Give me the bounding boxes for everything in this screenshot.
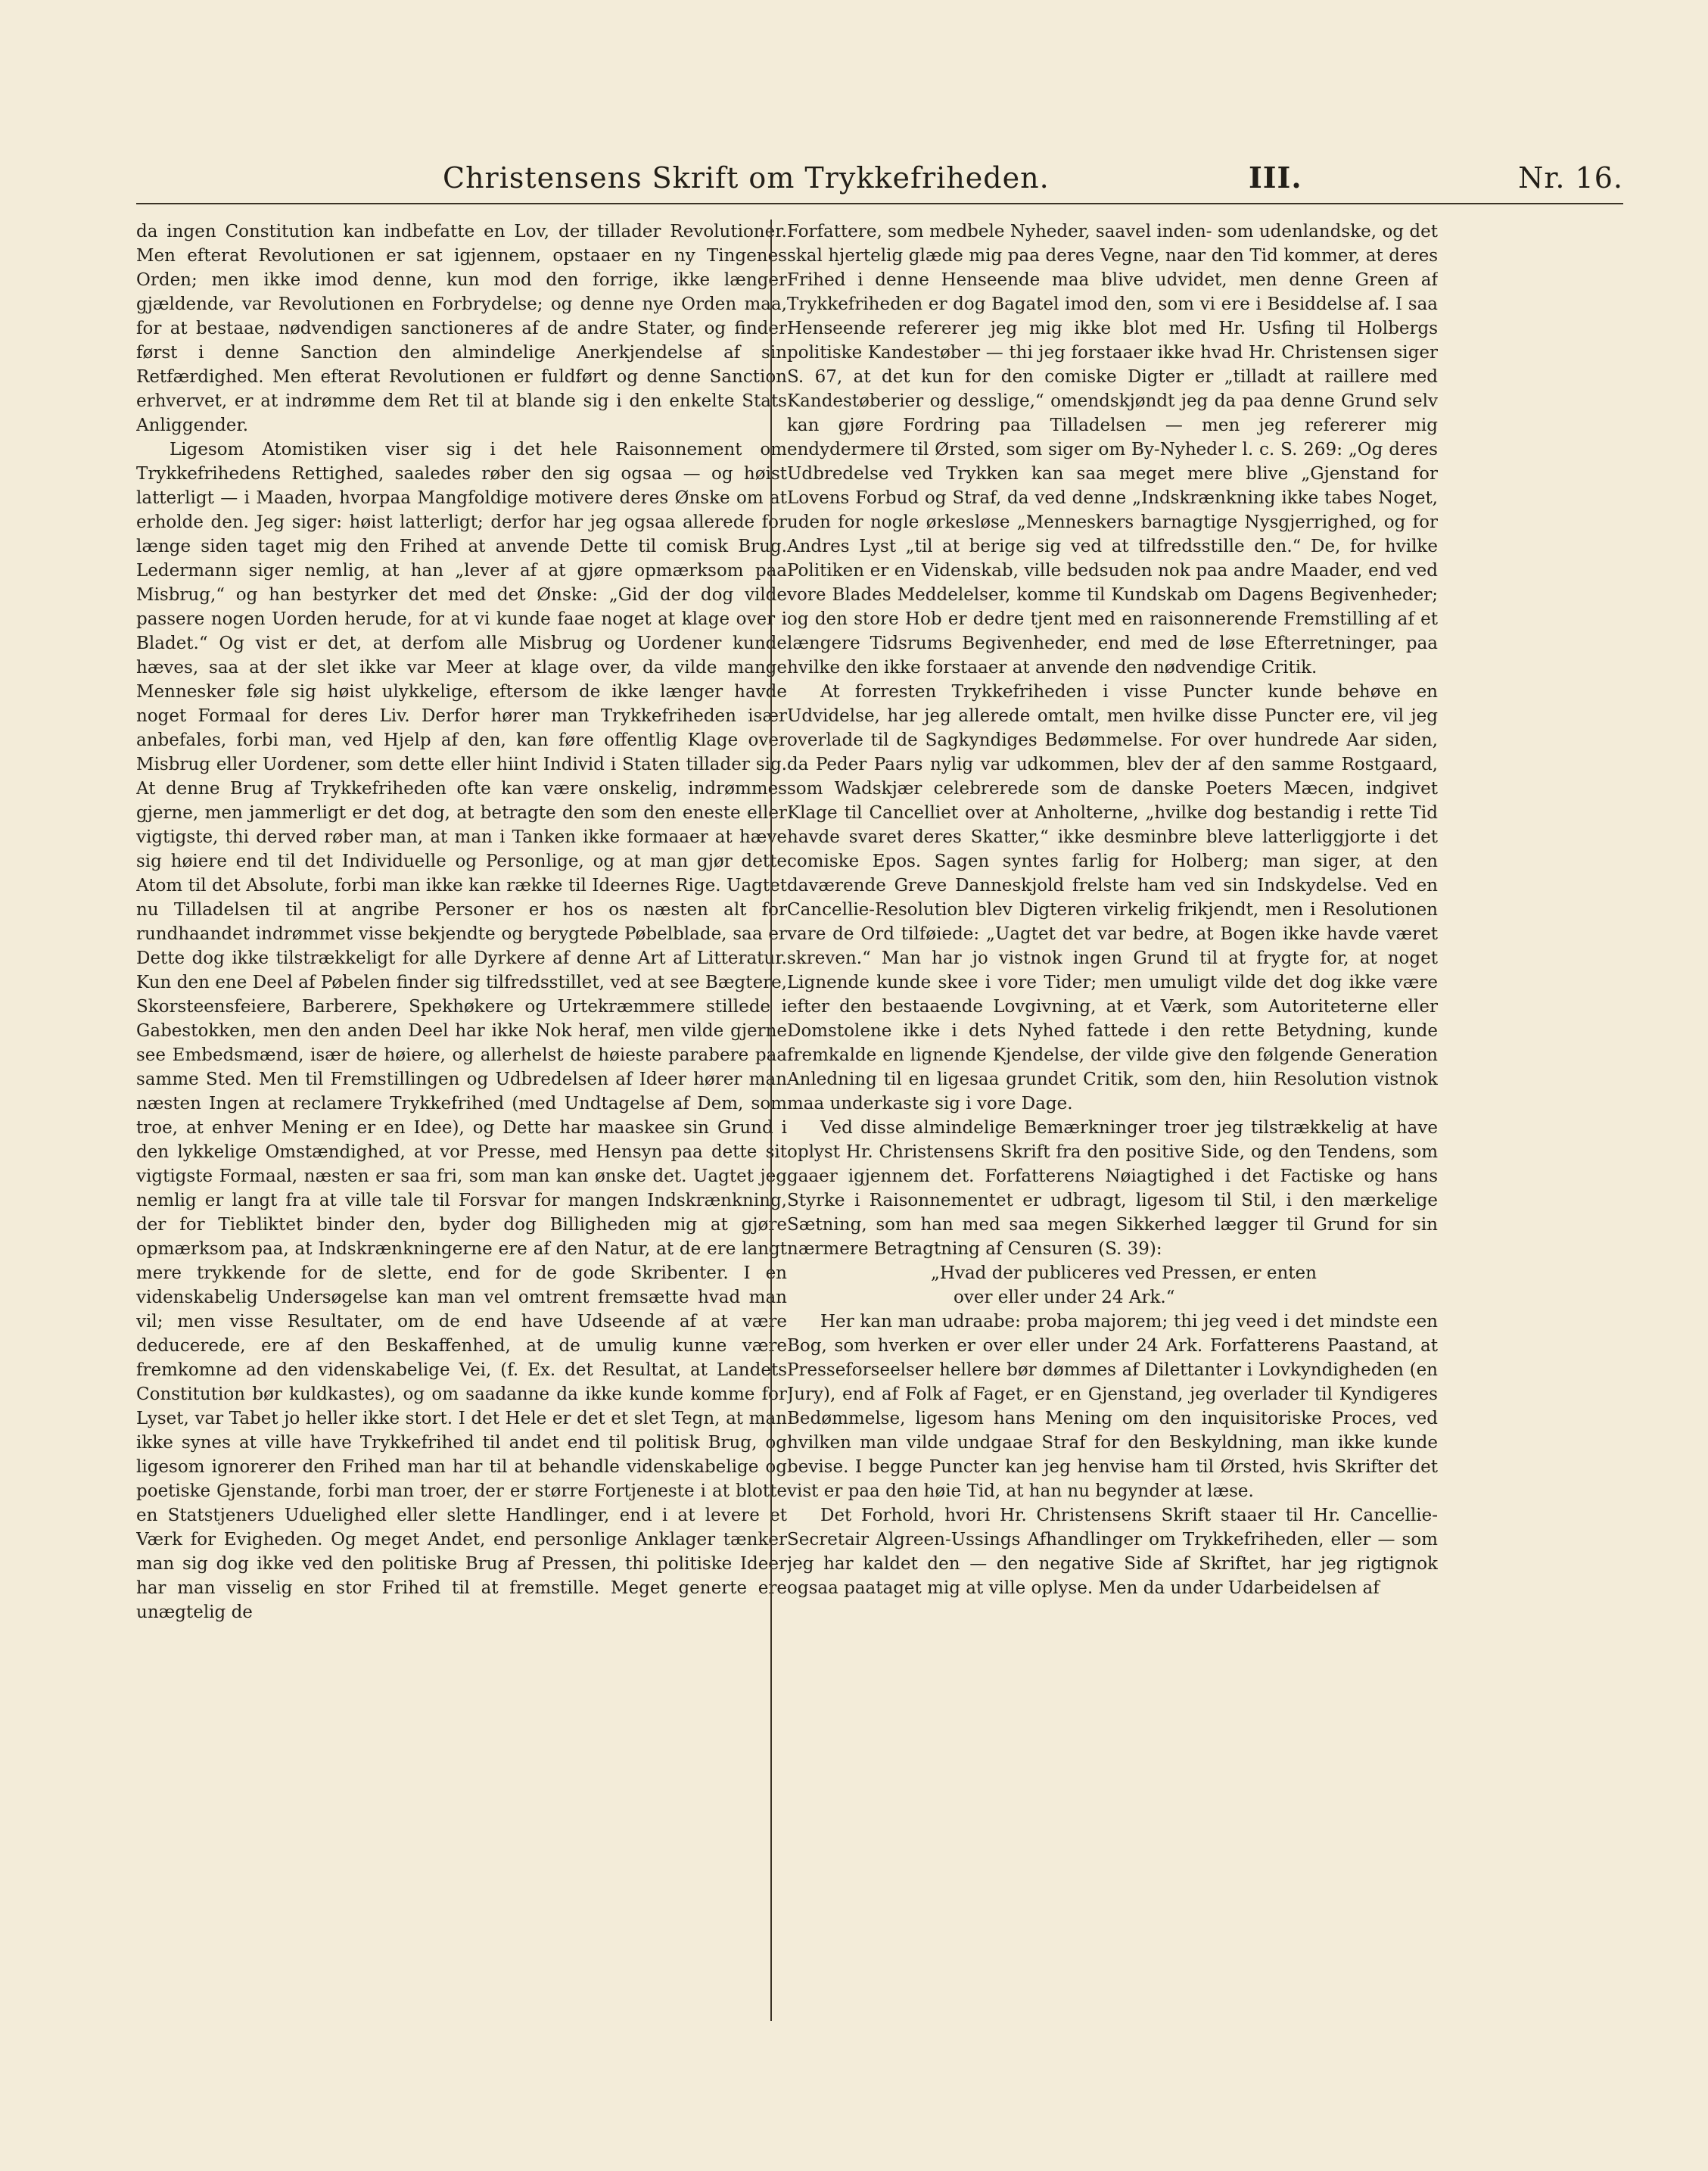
running-head-part: III. [1249, 160, 1302, 195]
right-paragraph-2: At forresten Trykkefriheden i visse Puncter kunde behøve en Udvidelse, har jeg allerede omtalt, men hvilke disse Puncter ere, vil jeg overlade til de Sagkyndiges Bedømmelse. For over hundrede Aar siden, da Peder Paars nylig var udkommen, blev der af den samme Rostgaard, som Wadskjær celebrerede som de danske Poeters Mæcen, indgivet Klage til Cancelliet over at Anholterne, „hvilke dog bestandig i rette Tid havde svaret deres Skatter,“ ikke desminbre bleve latterliggjorte i det comiske Epos. Sagen syntes farlig for Holberg; man siger, at den daværende Greve Danneskjold frelste ham ved sin Indskydelse. Ved en Cancellie-Resolution blev Digteren virkelig frikjendt, men i Resolutionen vare de Ord tilføiede: „Uagtet det var bedre, at Bogen ikke havde været skreven.“ Man har jo vistnok ingen Grund til at frygte for, at noget Lignende kunde skee i vore Tider; men umuligt vilde det dog ikke være efter den bestaaende Lovgivning, at et Værk, som Autoriteterne eller Domstolene ikke i dets Nyhed fattede i den rette Betydning, kunde fremkalde en lignende Kjendelse, der vilde give den følgende Generation Anledning til en ligesaa grundet Critik, som den, hiin Resolution vistnok maa underkaste sig i vore Dage. [787, 682, 1438, 1114]
issue-number: Nr. 16. [1518, 161, 1623, 195]
header-rule [136, 203, 1623, 204]
running-head-title: Christensens Skrift om Trykkefriheden. [443, 161, 1050, 195]
column-divider [770, 220, 772, 2021]
running-head [443, 155, 1623, 201]
right-paragraph-4: Her kan man udraabe: proba majorem; thi jeg veed i det mindste een Bog, som hverken er over eller under 24 Ark. Forfatterens Paastand, at Presseforseelser hellere bør dømmes af Dilettanter i Lovkyndigheden (en Jury), end af Folk af Faget, er en Gjenstand, jeg overlader til Kyndigeres Bedømmelse, ligesom hans Mening om den inquisitoriske Proces, ved hvilken man vilde undgaae Straf for den Beskyldning, man ikke kunde bevise. I begge Puncter kan jeg henvise ham til Ørsted, hvis Skrifter det vist er paa den høie Tid, at han nu begynder at læse. [787, 1312, 1438, 1501]
left-column [136, 220, 787, 1983]
left-paragraph-1: da ingen Constitution kan indbefatte en Lov, der tillader Revolutioner. Men efterat Revolutionen er sat igjennem, opstaaer en ny Tingenes Orden; men ikke imod denne, kun mod den forrige, ikke længer gjældende, var Revolutionen en Forbrydelse; og denne nye Orden maa, for at bestaae, nødvendigen sanctioneres af de andre Stater, og finder først i denne Sanction den almindelige Anerkjendelse af sin Retfærdighed. Men efterat Revolutionen er fuldført og denne Sanction erhvervet, er at indrømme dem Ret til at blande sig i den enkelte Stats Anliggender. [136, 222, 787, 435]
right-paragraph-3: Ved disse almindelige Bemærkninger troer jeg tilstrækkelig at have oplyst Hr. Christensens Skrift fra den positive Side, og den Tendens, som gaaer igjennem det. Forfatterens Nøiagtighed i det Factiske og hans Styrke i Raisonnementet er udbragt, ligesom til Stil, i den mærkelige Sætning, som han med saa megen Sikkerhed lægger til Grund for sin nærmere Betragtning af Censuren (S. 39): [787, 1118, 1438, 1259]
right-paragraph-5: Det Forhold, hvori Hr. Christensens Skrift staaer til Hr. Cancellie-Secretair Algreen-Ussings Afhandlinger om Trykkefriheden, eller — som jeg har kaldet den — den negative Side af Skriftet, har jeg rigtignok ogsaa paataget mig at ville oplyse. Men da under Udarbeidelsen af [787, 1506, 1438, 1598]
left-paragraph-2: Ligesom Atomistiken viser sig i det hele Raisonnement om Trykkefrihedens Rettighed, saaledes røber den sig ogsaa — og høist latterligt — i Maaden, hvorpaa Mangfoldige motivere deres Ønske om at erholde den. Jeg siger: høist latterligt; derfor har jeg ogsaa allerede for længe siden taget mig den Frihed at anvende Dette til comisk Brug. Ledermann siger nemlig, at han „lever af at gjøre opmærksom paa Misbrug,“ og han bestyrker det med det Ønske: „Gid der dog vilde passere nogen Uorden herude, for at vi kunde faae noget at klage over i Bladet.“ Og vist er det, at derfom alle Misbrug og Uordener kunde hæves, saa at der slet ikke var Meer at klage over, da vilde mange Mennesker føle sig høist ulykkelige, eftersom de ikke længer havde noget Formaal for deres Liv. Derfor hører man Trykkefriheden især anbefales, forbi man, ved Hjelp af den, kan føre offentlig Klage over Misbrug eller Uordener, som dette eller hiint Individ i Staten tillader sig. At denne Brug af Trykkefriheden ofte kan være onskelig, indrømmes gjerne, men jammerligt er det dog, at betragte den som den eneste eller vigtigste, thi derved røber man, at man i Tanken ikke formaaer at hæve sig høiere end til det Individuelle og Personlige, og at man gjør dette Atom til det Absolute, forbi man ikke kan række til Ideernes Rige. Uagtet nu Tilladelsen til at angribe Personer er hos os næsten alt for rundhaandet indrømmet visse bekjendte og berygtede Pøbelblade, saa er Dette dog ikke tilstrækkeligt for alle Dyrkere af denne Art af Litteratur. Kun den ene Deel af Pøbelen finder sig tilfredsstillet, ved at see Bægtere, Skorsteensfeiere, Barberere, Spekhøkere og Urtekræmmere stillede i Gabestokken, men den anden Deel har ikke Nok heraf, men vilde gjerne see Embedsmænd, især de høiere, og allerhelst de høieste parabere paa samme Sted. Men til Fremstillingen og Udbredelsen af Ideer hører man næsten Ingen at reclamere Trykkefrihed (med Undtagelse af Dem, som troe, at enhver Mening er en Idee), og Dette har maaskee sin Grund i den lykkelige Omstændighed, at vor Presse, med Hensyn paa dette sit vigtigste Formaal, næsten er saa fri, som man kan ønske det. Uagtet jeg nemlig er langt fra at ville tale til Forsvar for mangen Indskrænkning, der for Tiebliktet binder den, byder dog Billigheden mig at gjøre opmærksom paa, at Indskrænkningerne ere af den Natur, at de ere langt mere trykkende for de slette, end for de gode Skribenter. I en videnskabelig Undersøgelse kan man vel omtrent fremsætte hvad man vil; men visse Resultater, om de end have Udseende af at være deducerede, ere af den Beskaffenhed, at de umulig kunne være fremkomne ad den videnskabelige Vei, (f. Ex. det Resultat, at Landets Constitution bør kuldkastes), og om saadanne da ikke kunde komme for Lyset, var Tabet jo heller ikke stort. I det Hele er det et slet Tegn, at man ikke synes at ville have Trykkefrihed til andet end til politisk Brug, og ligesom ignorerer den Frihed man har til at behandle videnskabelige og poetiske Gjenstande, forbi man troer, der er større Fortjeneste i at blotte en Statstjeners Uduelighed eller slette Handlinger, end i at levere et Værk for Evigheden. Og meget Andet, end personlige Anklager tænker man sig dog ikke ved den politiske Brug af Pressen, thi politiske Ideer har man visselig en stor Frihed til at fremstille. Meget generte ere unægtelig de [136, 440, 787, 1622]
block-quote-line-2: over eller under 24 Ark.“ [954, 1288, 1175, 1307]
right-paragraph-1: Forfattere, som medbele Nyheder, saavel inden- som udenlandske, og det skal hjertelig glæde mig paa deres Vegne, naar den Tid kommer, at deres Frihed i denne Henseende maa blive udvidet, men denne Green af Trykkefriheden er dog Bagatel imod den, som vi ere i Besiddelse af. I saa Henseende refererer jeg mig ikke blot med Hr. Usfing til Holbergs politiske Kandestøber — thi jeg forstaaer ikke hvad Hr. Christensen siger S. 67, at det kun for den comiske Digter er „tilladt at raillere med Kandestøberier og desslige,“ omendskjøndt jeg da paa denne Grund selv kan gjøre Fordring paa Tilladelsen — men jeg refererer mig endydermere til Ørsted, som siger om By-Nyheder l. c. S. 269: „Og deres Udbredelse ved Trykken kan saa meget mere blive „Gjenstand for Lovens Forbud og Straf, da ved denne „Indskrænkning ikke tabes Noget, uden for nogle ørkesløse „Menneskers barnagtige Nysgjerrighed, og for Andres Lyst „til at berige sig ved at tilfredsstille den.“ De, for hvilke Politiken er en Videnskab, ville bedsuden nok paa andre Maader, end ved vore Blades Meddelelser, komme til Kundskab om Dagens Begivenheder; og den store Hob er dedre tjent med en raisonnerende Fremstilling af et længere Tidsrums Begivenheder, end med de løse Efterretninger, paa hvilke den ikke forstaaer at anvende den nødvendige Critik. [787, 222, 1438, 677]
block-quote-line-1: „Hvad der publiceres ved Pressen, er enten [931, 1263, 1317, 1283]
right-column [787, 220, 1438, 1983]
